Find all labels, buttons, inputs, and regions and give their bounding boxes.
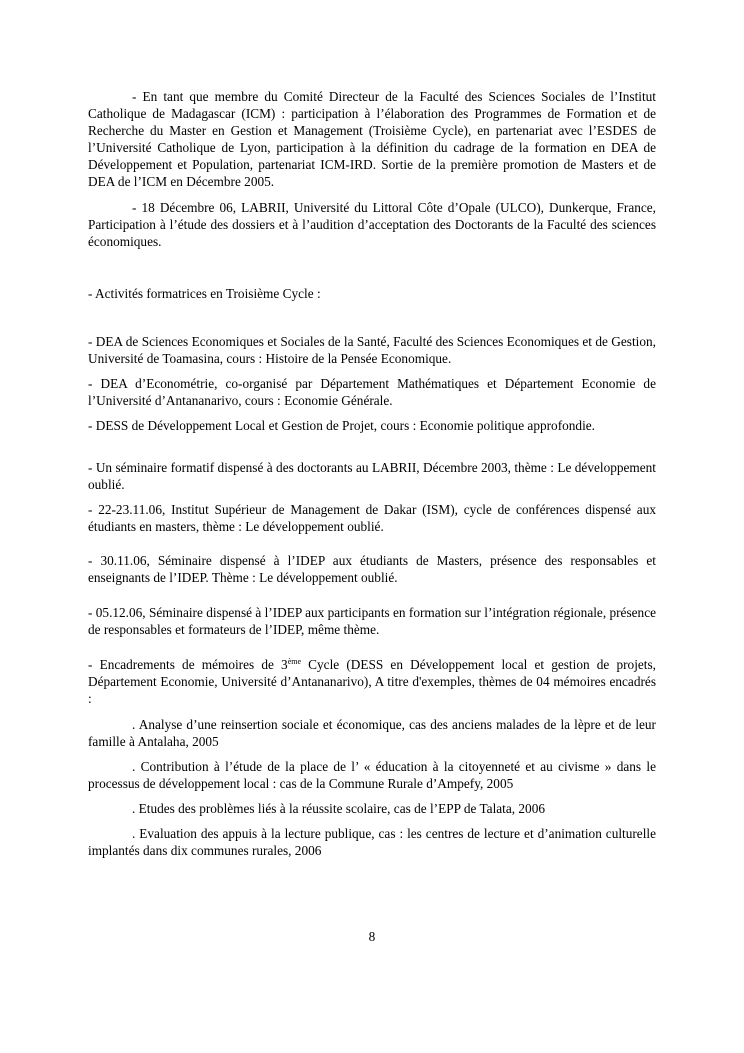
list-item-ism-dakar: - 22-23.11.06, Institut Supérieur de Management de Dakar (ISM), cycle de conférences dispensé aux étudiants en masters, thème : Le développement oublié. <box>88 502 656 534</box>
memoire-item: . Contribution à l’étude de la place de l’ « éducation à la citoyenneté et au civisme » dans le processus de développement local : cas de la Commune Rurale d’Ampefy, 2005 <box>88 759 656 791</box>
memoire-item: . Evaluation des appuis à la lecture publique, cas : les centres de lecture et d’animation culturelle implantés dans dix communes rurales, 2006 <box>88 826 656 858</box>
paragraph-labrii-ulco: - 18 Décembre 06, LABRII, Université du Littoral Côte d’Opale (ULCO), Dunkerque, France, Participation à l’étude des dossiers et à l’audition d’acceptation des Doctorants de la Faculté des sciences économiques. <box>88 200 656 249</box>
list-item-idep-integration: - 05.12.06, Séminaire dispensé à l’IDEP aux participants en formation sur l’intégration régionale, présence de responsables et formateurs de l’IDEP, même thème. <box>88 605 656 637</box>
paragraph-encadrements <box>88 656 656 707</box>
encadrement-suffix: Cycle (DESS en Développement local et gestion de projets, Département Economie, Université d’Antananarivo), A titre d'exemples, thèmes de 04 mémoires encadrés : <box>88 657 656 706</box>
memoire-item: . Analyse d’une reinsertion sociale et économique, cas des anciens malades de la lèpre et de leur famille à Antalaha, 2005 <box>88 717 656 749</box>
page-number: 8 <box>368 929 376 944</box>
paragraph-comite-directeur: - En tant que membre du Comité Directeur de la Faculté des Sciences Sociales de l’Institut Catholique de Madagascar (ICM) : participation à l’élaboration des Programmes de Formation et de Recherche du Master en Gestion et Management (Troisième Cycle), en partenariat avec l’ESDES de l’Université Catholique de Lyon, participation à la définition du cadrage de la formation en DEA de Développement et Population, partenariat ICM-IRD. Sortie de la première promotion de Masters et de DEA de l’ICM en Décembre 2005. <box>88 89 656 189</box>
list-item-seminaire-labrii: - Un séminaire formatif dispensé à des doctorants au LABRII, Décembre 2003, thème : Le développement oublié. <box>88 460 656 492</box>
encadrement-prefix: - Encadrements de mémoires de 3 <box>88 657 288 672</box>
section-heading-troisieme-cycle: - Activités formatrices en Troisième Cycle : <box>88 286 321 301</box>
list-item-dess-developpement: - DESS de Développement Local et Gestion de Projet, cours : Economie politique approfondie. <box>88 418 596 433</box>
list-item-dea-econometrie: - DEA d’Econométrie, co-organisé par Département Mathématiques et Département Economie de l’Université d’Antananarivo, cours : Economie Générale. <box>88 376 656 408</box>
memoire-item: . Etudes des problèmes liés à la réussite scolaire, cas de l’EPP de Talata, 2006 <box>132 801 546 816</box>
encadrement-superscript: ème <box>287 657 302 666</box>
list-item-dea-sante: - DEA de Sciences Economiques et Sociales de la Santé, Faculté des Sciences Economiques et de Gestion, Université de Toamasina, cours : Histoire de la Pensée Economique. <box>88 334 656 366</box>
list-item-idep-masters: - 30.11.06, Séminaire dispensé à l’IDEP aux étudiants de Masters, présence des responsables et enseignants de l’IDEP. Thème : Le développement oublié. <box>88 553 656 585</box>
